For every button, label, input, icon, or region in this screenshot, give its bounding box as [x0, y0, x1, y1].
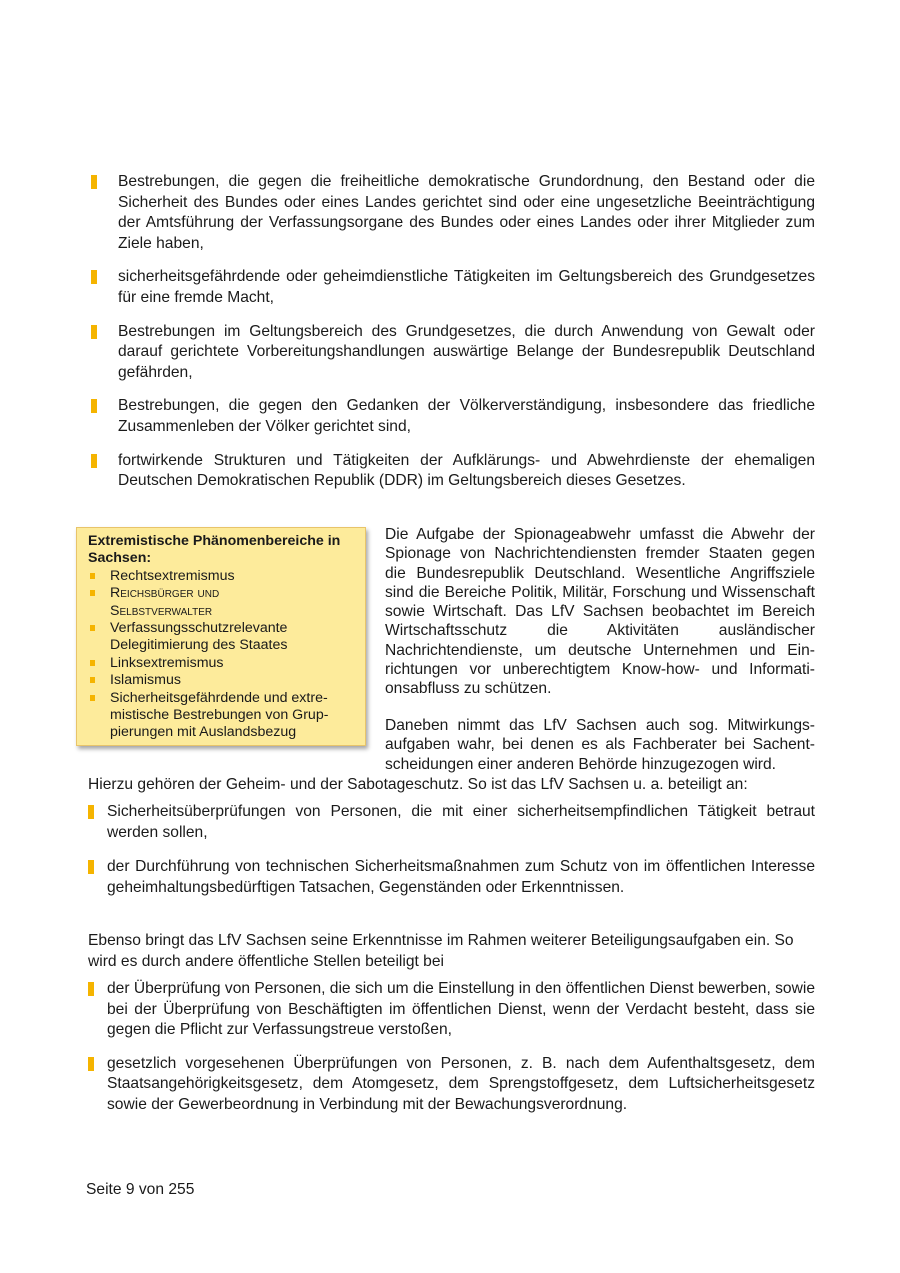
list-item: [88, 1054, 815, 1116]
bullet-marker-icon: [88, 982, 94, 996]
square-bullet-icon: [90, 573, 95, 579]
info-box-list: [88, 568, 355, 742]
bullet-marker-icon: [88, 860, 94, 874]
bullet-marker-icon: [91, 175, 97, 189]
list-item: [88, 322, 815, 384]
mitwirkung-bullet-list: [88, 802, 815, 911]
list-item-text: der Durchführung von technischen Sicherheitsmaßnahmen zum Schutz von im öffentlichen Interesse geheimhaltungsbedürftigen Tatsachen, Gegenständen oder Erkenntnissen.: [107, 858, 815, 896]
bullet-marker-icon: [91, 325, 97, 339]
list-item: [88, 172, 815, 254]
square-bullet-icon: [90, 660, 95, 666]
page-number: Seite 9 von 255: [86, 1181, 195, 1198]
bullet-marker-icon: [91, 399, 97, 413]
info-box-item: Linksextremismus: [88, 655, 355, 672]
list-item: [88, 396, 815, 437]
info-box-item: Reichsbürger und Selbstverwalter: [88, 585, 355, 620]
list-item-text: sicherheitsgefährdende oder geheimdienstliche Tätigkeiten im Geltungsbereich des Grundgesetzes für eine fremde Macht,: [118, 268, 815, 306]
list-item: [88, 267, 815, 308]
square-bullet-icon: [90, 590, 95, 596]
list-item-text: Bestrebungen, die gegen die freiheitliche demokratische Grundordnung, den Bestand oder die Sicherheit des Bundes oder eines Landes gerichtet sind oder eine ungesetzliche Beeinträchtigung der Amtsführung der Verfassungsorgane des Bundes oder eines Landes oder ihrer Mitglieder zum Ziele haben,: [118, 173, 815, 252]
list-item-text: Sicherheitsüberprüfungen von Personen, die mit einer sicherheitsempfindlichen Tätigkeit betraut werden sollen,: [107, 803, 815, 841]
list-item: [88, 857, 815, 898]
mitwirkung-continuation: Hierzu gehören der Geheim- und der Sabotageschutz. So ist das LfV Sachsen u. a. beteiligt an:: [88, 776, 748, 793]
info-box-item: Verfassungsschutzrelevante Delegitimierung des Staates: [88, 620, 355, 655]
list-item: [88, 802, 815, 843]
square-bullet-icon: [90, 677, 95, 683]
intro-bullet-list: [88, 172, 815, 505]
info-box-title: Extremistische Phänomenbereiche in Sachsen:: [88, 533, 341, 567]
info-box-item: Rechtsextremismus: [88, 568, 355, 585]
bullet-marker-icon: [88, 805, 94, 819]
list-item-text: Bestrebungen im Geltungsbereich des Grundgesetzes, die durch Anwendung von Gewalt oder darauf gerichtete Vorbereitungshandlungen auswärtige Belange der Bundesrepublik Deutschland gefährden,: [118, 322, 815, 381]
square-bullet-icon: [90, 625, 95, 631]
spionage-paragraph: Die Aufgabe der Spionageabwehr umfasst die Abwehr der Spionage von Nachrichtendiensten fremder Staaten gegen die Bundesrepublik Deutschland. Wesentliche Angriffsziele sind die Bereiche Politik, Militär, Forschung und Wissenschaft sowie Wirtschaft. Das LfV Sachsen beobachtet im Bereich Wirtschaftsschutz die Aktivitäten ausländischer Nachrichtendienste, um deutsche Unternehmen und Einrichtungen vor unberechtigtem Know-how- und Informationsabfluss zu schützen.: [385, 526, 815, 698]
info-box-item: Sicherheitsgefährdende und extremistische Bestrebungen von Gruppierungen mit Auslandsbezug: [88, 690, 355, 742]
list-item-text: fortwirkende Strukturen und Tätigkeiten der Aufklärungs- und Abwehrdienste der ehemaligen Deutschen Demokratischen Republik (DDR) im Geltungsbereich dieses Gesetzes.: [118, 451, 815, 490]
bullet-marker-icon: [91, 270, 97, 284]
list-item-text: der Überprüfung von Personen, die sich um die Einstellung in den öffentlichen Dienst bewerben, sowie bei der Überprüfung von Beschäftigten im öffentlichen Dienst, wenn der Verdacht besteht, dass sie gegen die Pflicht zur Verfassungstreue verstoßen,: [107, 980, 815, 1039]
list-item: [88, 979, 815, 1041]
beteiligung-bullet-list: [88, 979, 815, 1129]
beteiligung-paragraph: Ebenso bringt das LfV Sachsen seine Erkenntnisse im Rahmen weiterer Beteiligungsaufgaben ein. So wird es durch andere öffentliche Stellen beteiligt bei: [88, 932, 794, 970]
list-item: [88, 451, 815, 492]
bullet-marker-icon: [88, 1057, 94, 1071]
phenomena-info-box: [76, 527, 366, 746]
bullet-marker-icon: [91, 454, 97, 468]
mitwirkung-paragraph: Daneben nimmt das LfV Sachsen auch sog. Mitwirkungsaufgaben wahr, bei denen es als Fachberater bei Sachentscheidungen einer anderen Behörde hinzugezogen wird.: [385, 717, 815, 773]
list-item-text: gesetzlich vorgesehenen Überprüfungen von Personen, z. B. nach dem Aufenthaltsgesetz, dem Staatsangehörigkeitsgesetz, dem Atomgesetz, dem Sprengstoffgesetz, dem Luftsicherheitsgesetz sowie der Gewerbeordnung in Verbindung mit der Bewachungsverordnung.: [107, 1054, 815, 1113]
square-bullet-icon: [90, 695, 95, 701]
info-box-item: Islamismus: [88, 672, 355, 689]
list-item-text: Bestrebungen, die gegen den Gedanken der Völkerverständigung, insbesondere das friedliche Zusammenleben der Völker gerichtet sind,: [118, 397, 815, 435]
